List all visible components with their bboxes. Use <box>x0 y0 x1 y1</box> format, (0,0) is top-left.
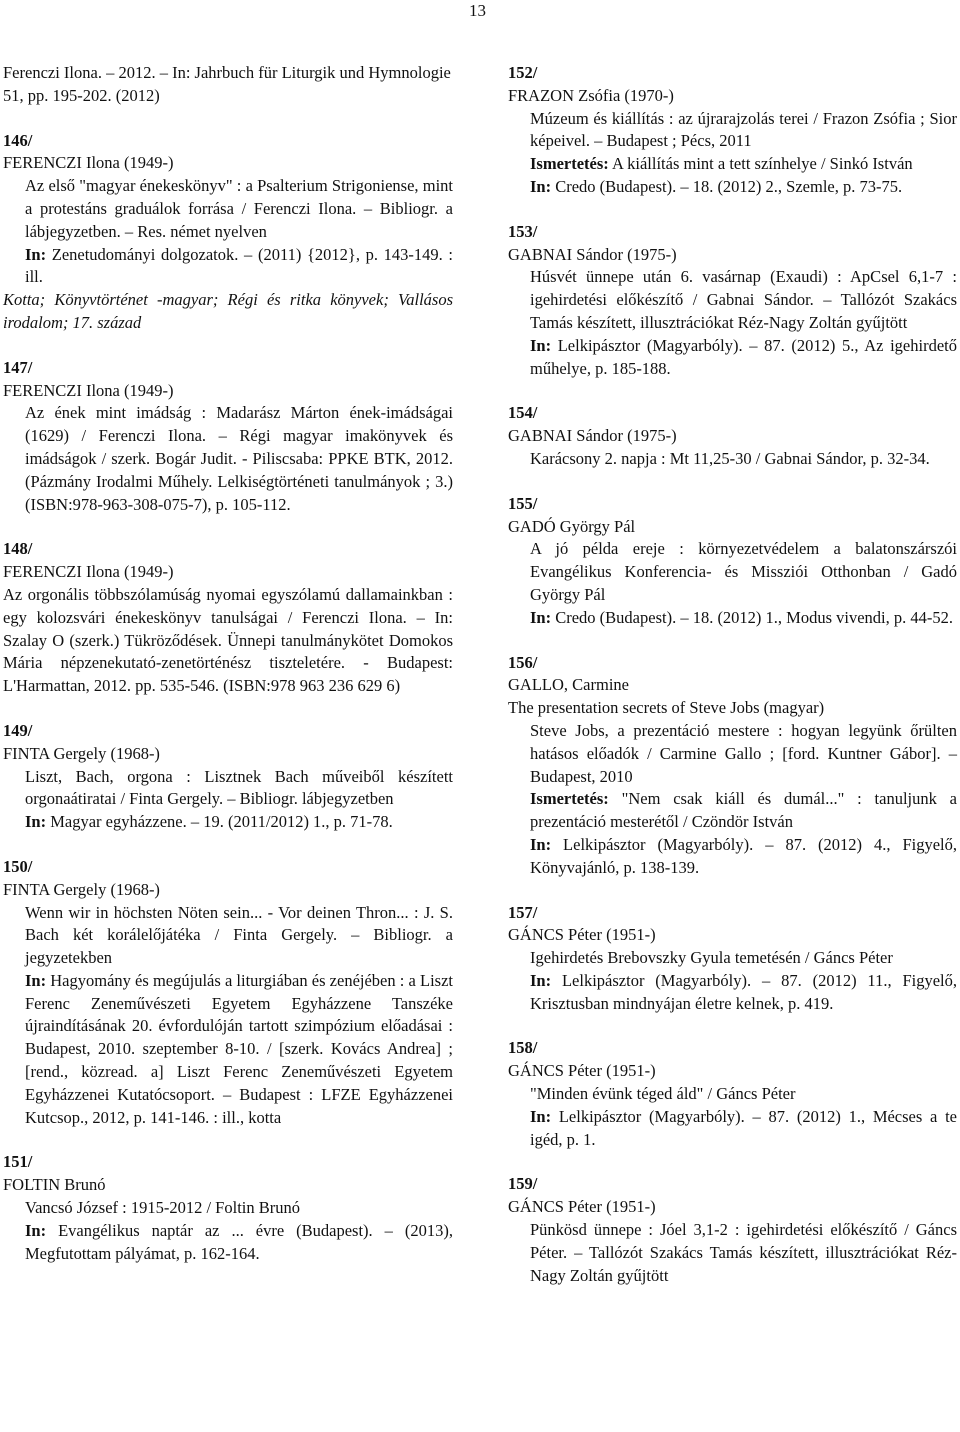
bibliography-entry <box>508 1173 957 1287</box>
entry-line-text: Múzeum és kiállítás : az újrarajzolás terei / Frazon Zsófia ; Sior képeivel. – Budapest ; Pécs, 2011 <box>530 108 957 151</box>
entry-line-text: "Nem csak kiáll és dumál..." : tanuljunk a prezentáció mesterétől / Czöndör István <box>530 789 957 832</box>
entry-author: FERENCZI Ilona (1949-) <box>3 562 174 582</box>
entry-number: 149/ <box>3 720 33 740</box>
entry-line-text: Zenetudományi dolgozatok. – (2011) {2012}, p. 143-149. : ill. <box>25 244 453 287</box>
entry-line-label: In: <box>530 176 552 196</box>
bibliography-entry <box>3 1151 453 1265</box>
entry-author: GADÓ György Pál <box>508 516 636 536</box>
entry-number: 153/ <box>508 221 538 241</box>
entry-line <box>3 1197 453 1220</box>
entry-line <box>508 153 957 176</box>
entry-author: FRAZON Zsófia (1970-) <box>508 85 674 105</box>
entry-number: 157/ <box>508 902 538 922</box>
entry-line <box>3 811 453 834</box>
entry-line-text: Karácsony 2. napja : Mt 11,25-30 / Gabnai Sándor, p. 32-34. <box>530 448 930 468</box>
entry-line-text: Igehirdetés Brebovszky Gyula temetésén / Gáncs Péter <box>530 948 893 968</box>
entry-line <box>508 788 957 834</box>
entry-line-text: Evangélikus naptár az ... évre (Budapest). – (2013), Megfutottam pályámat, p. 162-164. <box>25 1220 453 1263</box>
entry-line <box>3 584 453 698</box>
entry-line <box>508 947 957 970</box>
entry-line-label: In: <box>530 607 552 627</box>
entry-line-text: Magyar egyházzene. – 19. (2011/2012) 1., p. 71-78. <box>46 812 393 832</box>
entry-author: GÁNCS Péter (1951-) <box>508 925 656 945</box>
entry-line-label: In: <box>530 1106 552 1126</box>
entry-author: GÁNCS Péter (1951-) <box>508 1061 656 1081</box>
entry-line-text: Húsvét ünnepe után 6. vasárnap (Exaudi) : ApCsel 6,1-7 : igehirdetési előkészítő / Gabnai Sándor. – Tallózót Szakács Tamás készített, illusztrációkat Réz-Nagy Zoltán gyűjtött <box>530 267 957 332</box>
entry-line <box>508 538 957 606</box>
entry-number: 158/ <box>508 1038 538 1058</box>
entry-line-text: Az orgonális többszólamúság nyomai egyszólamú dallamainkban : egy kolozsvári énekeskönyv tanulságai / Ferenczi Ilona. – In: Szalay O (szerk.) Tükröződések. Ünnepi tanulmánykötet Domokos Mária népzenekutató-zenetörténész tiszteletére. - Budapest: L'Harmattan, 2012. pp. 535-546. (ISBN:978 963 236 629 6) <box>3 584 453 696</box>
entry-line-label: In: <box>530 834 552 854</box>
entry-author: GALLO, Carmine <box>508 675 629 695</box>
entry-line <box>508 176 957 199</box>
entry-line <box>508 607 957 630</box>
bibliography-entry <box>3 720 453 834</box>
entry-line-text: Hagyomány és megújulás a liturgiában és zenéjében : a Liszt Ferenc Zeneművészeti Egyetem Egyházzene Tanszéke újraindításának 20. évfordulóján tartott szimpózium előadásai : Budapest, 2010. szeptember 8-10. / [szerk. Kovács Andrea] ; [rend., közread. a] Liszt Ferenc Zeneművészeti Egyetem Egyházzenei Kutatócsoport. – Budapest : LFZE Egyházzenei Kutcsop., 2012, p. 141-146. : ill., kotta <box>25 970 453 1127</box>
right-column <box>508 62 957 1309</box>
bibliography-entry <box>3 538 453 698</box>
entry-number: 159/ <box>508 1174 538 1194</box>
bibliography-entry <box>508 1037 957 1151</box>
entry-line <box>508 335 957 381</box>
entry-line-text: The presentation secrets of Steve Jobs (magyar) <box>508 698 825 718</box>
entry-line-text: A jó példa ereje : környezetvédelem a balatonszárszói Evangélikus Konferencia- és Missziói Otthonban / Gadó György Pál <box>530 539 957 604</box>
entry-author: FINTA Gergely (1968-) <box>3 743 160 763</box>
entry-number: 152/ <box>508 63 538 82</box>
entry-author: FINTA Gergely (1968-) <box>3 879 160 899</box>
entry-line-label: In: <box>25 244 47 264</box>
entry-line-text: Az ének mint imádság : Madarász Márton ének-imádságai (1629) / Ferenczi Ilona. – Régi magyar imakönyvek és imádságok / szerk. Bogár Judit. - Piliscsaba: PPKE BTK, 2012. (Pázmány Irodalmi Műhely. Lelkiségtörténeti tanulmányok ; 3.) (ISBN:978-963-308-075-7), p. 105-112. <box>25 403 453 514</box>
entry-number: 150/ <box>3 856 33 876</box>
bibliography-entry <box>508 652 957 880</box>
entry-line <box>508 697 957 720</box>
entry-line <box>3 289 453 335</box>
entry-line <box>508 1083 957 1106</box>
entry-line <box>3 902 453 970</box>
entry-line-label: Ismertetés: <box>530 154 609 174</box>
entry-line-text: Credo (Budapest). – 18. (2012) 1., Modus vivendi, p. 44-52. <box>551 607 954 627</box>
entry-line-text: Lelkipásztor (Magyarbóly). – 87. (2012) 4., Figyelő, Könyvajánló, p. 138-139. <box>530 834 957 877</box>
entry-line <box>508 834 957 880</box>
entry-line <box>3 1220 453 1266</box>
entry-line <box>508 970 957 1016</box>
bibliography-entry <box>508 221 957 381</box>
entry-line-text: Wenn wir in höchsten Nöten sein... - Vor deinen Thron... : J. S. Bach két korálelőjátéka / Finta Gergely. – Bibliogr. a jegyzetekben <box>25 902 453 968</box>
entry-line-text: Lelkipásztor (Magyarbóly). – 87. (2012) 5., Az igehirdető műhelye, p. 185-188. <box>530 335 957 378</box>
entry-line-text: A kiállítás mint a tett színhelye / Sinkó István <box>608 154 913 174</box>
left-column <box>3 62 453 1287</box>
entry-author: GABNAI Sándor (1975-) <box>508 244 677 264</box>
left-entries-list <box>3 130 453 1266</box>
bibliography-entry <box>508 902 957 1016</box>
entry-author: FERENCZI Ilona (1949-) <box>3 153 174 173</box>
entry-line-label: In: <box>530 335 552 355</box>
entry-line-text: Lelkipásztor (Magyarbóly). – 87. (2012) 11., Figyelő, Krisztusban mindnyájan életre kelnek, p. 419. <box>530 970 957 1013</box>
entry-author: GABNAI Sándor (1975-) <box>508 426 677 446</box>
entry-line <box>508 266 957 334</box>
entry-line-label: In: <box>25 812 47 832</box>
entry-line <box>3 244 453 290</box>
entry-line-text: Vancsó József : 1915-2012 / Foltin Brunó <box>25 1198 300 1218</box>
entry-number: 151/ <box>3 1152 33 1172</box>
entry-line <box>3 175 453 243</box>
entry-line-text: Liszt, Bach, orgona : Lisztnek Bach műveiből készített orgonaátiratai / Finta Gergely. – Bibliogr. lábjegyzetben <box>25 766 453 809</box>
entry-line-text: Steve Jobs, a prezentáció mestere : hogyan legyünk őrülten hatásos előadók / Carmine Gallo ; [ford. Kuntner Gábor]. – Budapest, 2010 <box>530 720 957 786</box>
bibliography-entry <box>3 130 453 335</box>
entry-line-label: In: <box>25 1220 47 1240</box>
entry-line <box>508 720 957 788</box>
bibliography-entry <box>508 493 957 630</box>
entry-number: 147/ <box>3 357 33 377</box>
bibliography-entry <box>508 402 957 470</box>
bibliography-entry <box>508 62 957 199</box>
entry-author: GÁNCS Péter (1951-) <box>508 1197 656 1217</box>
entry-line <box>3 970 453 1130</box>
entry-line-text: "Minden évünk téged áld" / Gáncs Péter <box>530 1084 796 1104</box>
entry-author: FERENCZI Ilona (1949-) <box>3 380 174 400</box>
entry-line <box>508 1219 957 1287</box>
bibliography-entry <box>3 357 453 517</box>
entry-line-text: Credo (Budapest). – 18. (2012) 2., Szemle, p. 73-75. <box>551 176 903 196</box>
entry-line <box>508 108 957 154</box>
entry-number: 156/ <box>508 652 538 672</box>
intro-citation: Ferenczi Ilona. – 2012. – In: Jahrbuch für Liturgik und Hymnologie 51, pp. 195-202. (2012) <box>3 63 451 105</box>
entry-line <box>3 766 453 812</box>
entry-number: 155/ <box>508 493 538 513</box>
entry-line-text: Pünkösd ünnepe : Jóel 3,1-2 : igehirdetési előkészítő / Gáncs Péter. – Tallózót Szakács Tamás készített, illusztrációkat Réz-Nagy Zoltán gyűjtött <box>530 1220 957 1285</box>
entry-number: 146/ <box>3 130 33 150</box>
entry-line <box>508 1106 957 1152</box>
right-entries-list <box>508 62 957 1287</box>
entry-line-label: In: <box>530 970 552 990</box>
page-number: 13 <box>469 1 486 20</box>
entry-line-text: Az első "magyar énekeskönyv" : a Psalterium Strigoniense, mint a protestáns graduálok forrása / Ferenczi Ilona. – Bibliogr. a lábjegyzetben. – Res. német nyelven <box>25 176 453 241</box>
bibliography-entry <box>3 856 453 1130</box>
entry-author: FOLTIN Brunó <box>3 1175 106 1195</box>
entry-number: 154/ <box>508 403 538 423</box>
entry-line-text: Lelkipásztor (Magyarbóly). – 87. (2012) 1., Mécses a te igéd, p. 1. <box>530 1106 957 1149</box>
entry-line <box>508 448 957 471</box>
entry-line-label: In: <box>25 970 47 990</box>
entry-line-text: Kotta; Könyvtörténet -magyar; Régi és ritka könyvek; Vallásos irodalom; 17. század <box>3 290 453 332</box>
entry-line <box>3 402 453 516</box>
entry-number: 148/ <box>3 539 33 559</box>
entry-line-label: Ismertetés: <box>530 789 609 809</box>
